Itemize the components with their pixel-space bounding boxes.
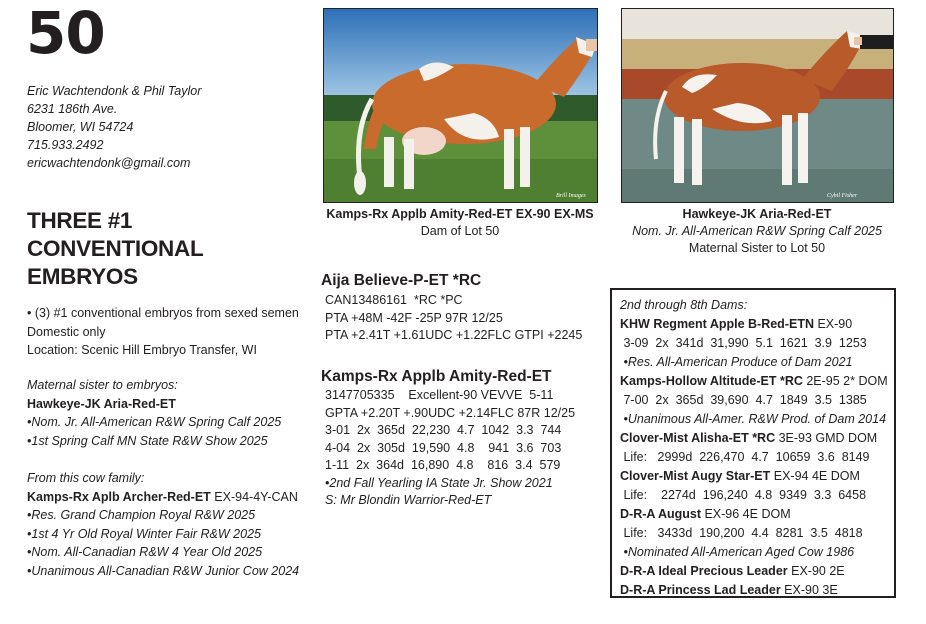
pedigree-dam-name: Clover-Mist Alisha-ET *RC xyxy=(620,431,776,445)
pedigree-dam-classification: EX-94 4E DOM xyxy=(770,469,860,483)
pedigree-dam xyxy=(620,562,894,581)
pedigree-note: •Unanimous All-Amer. R&W Prod. of Dam 2014 xyxy=(620,412,887,426)
sister-photo-caption xyxy=(607,206,907,257)
pedigree-dam-classification: EX-90 3E xyxy=(780,583,838,597)
dam-record: 1-11 2x 364d 16,890 4.8 816 3.4 579 xyxy=(325,458,561,472)
headline-line: THREE #1 xyxy=(27,208,133,233)
pedigree-dam-name: Kamps-Hollow Altitude-ET *RC xyxy=(620,374,803,388)
detail-line: Domestic only xyxy=(27,324,106,339)
pedigree-record: 7-00 2x 365d 39,690 4.7 1849 3.5 1385 xyxy=(620,393,867,407)
lot-headline xyxy=(27,207,203,291)
pedigree-dam xyxy=(620,372,894,391)
consignor-contact xyxy=(27,82,201,172)
sire-name: Aija Believe-P-ET *RC xyxy=(321,272,482,289)
cow-family-section xyxy=(27,469,299,580)
consignor-phone: 715.933.2492 xyxy=(27,138,104,152)
maternal-sister-note: •Nom. Jr. All-American R&W Spring Calf 2025 xyxy=(27,415,282,429)
sister-photo-subtitle2: Maternal Sister to Lot 50 xyxy=(688,241,826,255)
maternal-sister-name: Hawkeye-JK Aria-Red-ET xyxy=(27,396,176,411)
sister-photo-title: Hawkeye-JK Aria-Red-ET xyxy=(682,207,832,221)
dam-section xyxy=(321,368,575,510)
svg-text:Cybil Fisher: Cybil Fisher xyxy=(827,193,858,199)
pedigree-dam-name: Clover-Mist Augy Star-ET xyxy=(620,469,771,483)
pedigree-dam xyxy=(620,467,894,486)
pedigree-record: Life: 3433d 190,200 4.4 8281 3.5 4818 xyxy=(620,526,863,540)
dam-sire-note: S: Mr Blondin Warrior-Red-ET xyxy=(325,493,492,507)
dam-record: 3-01 2x 365d 22,230 4.7 1042 3.3 744 xyxy=(325,423,562,437)
consignor-city: Bloomer, WI 54724 xyxy=(27,120,134,134)
pedigree-dam-classification: EX-90 xyxy=(813,317,853,331)
cow-family-headliner xyxy=(27,488,299,507)
pedigree-dam-classification: EX-96 4E DOM xyxy=(701,507,791,521)
sire-section xyxy=(321,272,582,345)
consignor-names: Eric Wachtendonk & Phil Taylor xyxy=(27,84,202,98)
dam-photo-title: Kamps-Rx Applb Amity-Red-ET EX-90 EX-MS xyxy=(326,207,594,221)
dam-photo-subtitle: Dam of Lot 50 xyxy=(420,224,500,238)
detail-line: Location: Scenic Hill Embryo Transfer, WI xyxy=(27,343,257,357)
pedigree-dam xyxy=(620,505,894,524)
pedigree-dam-name: KHW Regment Apple B-Red-ETN xyxy=(620,317,814,331)
pedigree-dam xyxy=(620,581,894,600)
sister-photo-subtitle: Nom. Jr. All-American R&W Spring Calf 2025 xyxy=(632,224,882,238)
cow-family-note: •Unanimous All-Canadian R&W Junior Cow 2024 xyxy=(27,563,300,578)
cow-family-classification: EX-94-4Y-CAN xyxy=(210,489,298,504)
svg-text:Brill Images: Brill Images xyxy=(556,193,586,199)
pedigree-dam xyxy=(620,315,894,334)
cow-family-note: •Res. Grand Champion Royal R&W 2025 xyxy=(27,508,256,522)
pedigree-dam-name: D-R-A Princess Lad Leader xyxy=(620,583,781,597)
consignor-email[interactable]: ericwachtendonk@gmail.com xyxy=(27,156,191,170)
dam-record: 4-04 2x 305d 19,590 4.8 941 3.6 703 xyxy=(325,440,562,455)
sister-photo xyxy=(621,8,894,203)
cow-family-heading: From this cow family: xyxy=(27,471,145,485)
dam-photo-caption xyxy=(310,206,610,240)
detail-line: • (3) #1 conventional embryos from sexed semen xyxy=(27,306,299,320)
red-white-cow-photo-icon xyxy=(324,9,598,203)
maternal-sister-heading: Maternal sister to embryos: xyxy=(27,378,178,392)
sire-line: PTA +2.41T +1.61UDC +1.22FLC GTPI +2245 xyxy=(325,328,583,342)
pedigree-dam-classification: 2E-95 2* DOM xyxy=(802,374,888,388)
pedigree-dam xyxy=(620,429,894,448)
pedigree-record: Life: 2274d 196,240 4.8 9349 3.3 6458 xyxy=(620,488,867,502)
pedigree-note: •Res. All-American Produce of Dam 2021 xyxy=(620,355,853,369)
headline-line: CONVENTIONAL xyxy=(27,236,204,261)
extended-pedigree-box xyxy=(610,288,896,598)
dam-photo xyxy=(323,8,598,203)
pedigree-dam-classification: EX-90 2E xyxy=(787,564,845,578)
cow-family-note: •Nom. All-Canadian R&W 4 Year Old 2025 xyxy=(27,545,263,559)
dam-note: •2nd Fall Yearling IA State Jr. Show 2021 xyxy=(325,475,553,490)
lot-number: 50 xyxy=(26,0,105,67)
dam-line: GPTA +2.20T +.90UDC +2.14FLC 87R 12/25 xyxy=(325,405,576,420)
dam-line: 3147705335 Excellent-90 VEVVE 5-11 xyxy=(325,388,554,402)
pedigree-dam-name: D-R-A Ideal Precious Leader xyxy=(620,564,788,578)
headline-line: EMBRYOS xyxy=(27,264,138,289)
dam-name: Kamps-Rx Applb Amity-Red-ET xyxy=(321,368,552,385)
pedigree-dam-classification: 3E-93 GMD DOM xyxy=(775,431,878,445)
sire-line: PTA +48M -42F -25P 97R 12/25 xyxy=(325,310,503,325)
pedigree-record: Life: 2999d 226,470 4.7 10659 3.6 8149 xyxy=(620,450,870,464)
cow-family-note: •1st 4 Yr Old Royal Winter Fair R&W 2025 xyxy=(27,526,261,541)
pedigree-note: •Nominated All-American Aged Cow 1986 xyxy=(620,545,855,559)
lot-details xyxy=(27,304,299,360)
maternal-sister-note: •1st Spring Calf MN State R&W Show 2025 xyxy=(27,433,268,448)
consignor-address: 6231 186th Ave. xyxy=(27,102,118,116)
maternal-sister-section xyxy=(27,376,281,450)
red-white-heifer-photo-icon xyxy=(622,9,894,203)
pedigree-record: 3-09 2x 341d 31,990 5.1 1621 3.9 1253 xyxy=(620,336,867,350)
pedigree-dam-name: D-R-A August xyxy=(620,507,701,521)
extended-pedigree-heading: 2nd through 8th Dams: xyxy=(620,298,748,312)
cow-family-name: Kamps-Rx Aplb Archer-Red-ET xyxy=(27,489,211,504)
sire-line: CAN13486161 *RC *PC xyxy=(325,293,463,307)
